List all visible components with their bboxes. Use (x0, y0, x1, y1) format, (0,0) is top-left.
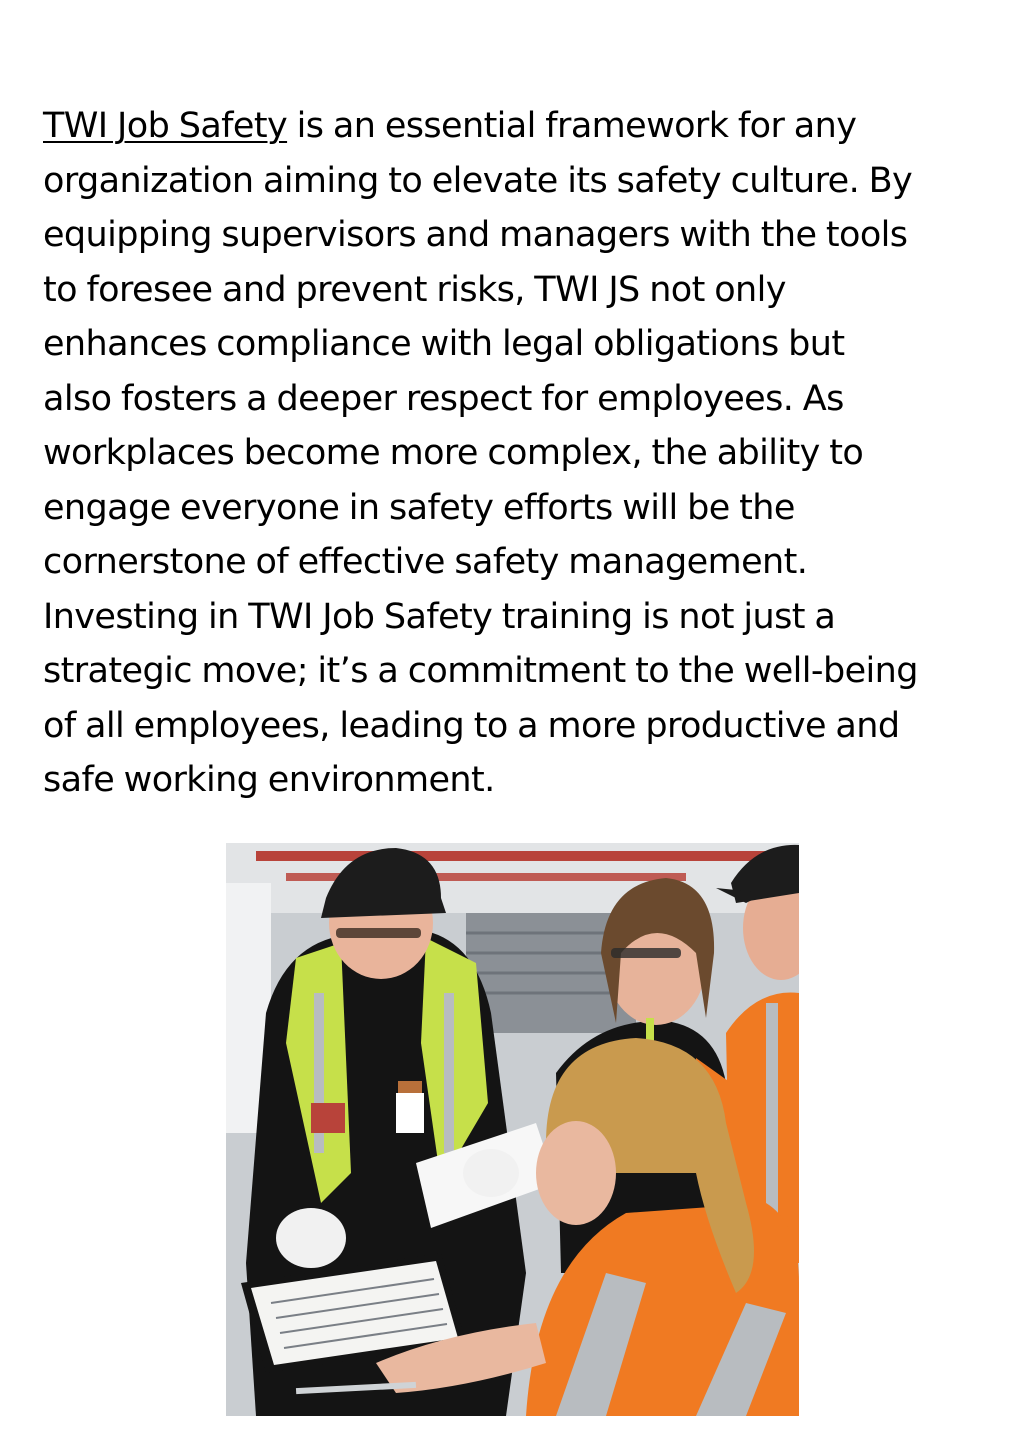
conveyor-belt (256, 851, 776, 861)
gloved-hand-right (463, 1149, 519, 1197)
photo-illustration (226, 843, 799, 1416)
paragraph-line: organization aiming to elevate its safety culture. By (43, 160, 913, 201)
paragraph-line-text: is an essential framework for any (287, 106, 857, 146)
gloved-hand (276, 1208, 346, 1268)
paragraph-line: equipping supervisors and managers with the tools (43, 215, 908, 255)
paragraph-line (43, 99, 1003, 154)
article-paragraph (43, 99, 1003, 808)
paragraph-line: to foresee and prevent risks, TWI JS not only (43, 269, 786, 310)
paragraph-line: cornerstone of effective safety management. (43, 542, 808, 582)
paragraph-line: safe working environment. (43, 760, 495, 800)
paragraph-line: Investing in TWI Job Safety training is not just a (43, 596, 836, 637)
paragraph-line: engage everyone in safety efforts will be the (43, 487, 795, 528)
paragraph-line: also fosters a deeper respect for employees. As (43, 378, 844, 419)
paragraph-line: strategic move; it’s a commitment to the well-being (43, 651, 918, 691)
twi-job-safety-link[interactable]: TWI Job Safety (43, 106, 288, 146)
workers-reviewing-checklist-photo (226, 843, 799, 1416)
paragraph-line: workplaces become more complex, the ability to (43, 433, 864, 473)
paragraph-line: enhances compliance with legal obligations but (43, 324, 845, 364)
paragraph-line: of all employees, leading to a more productive and (43, 705, 900, 746)
